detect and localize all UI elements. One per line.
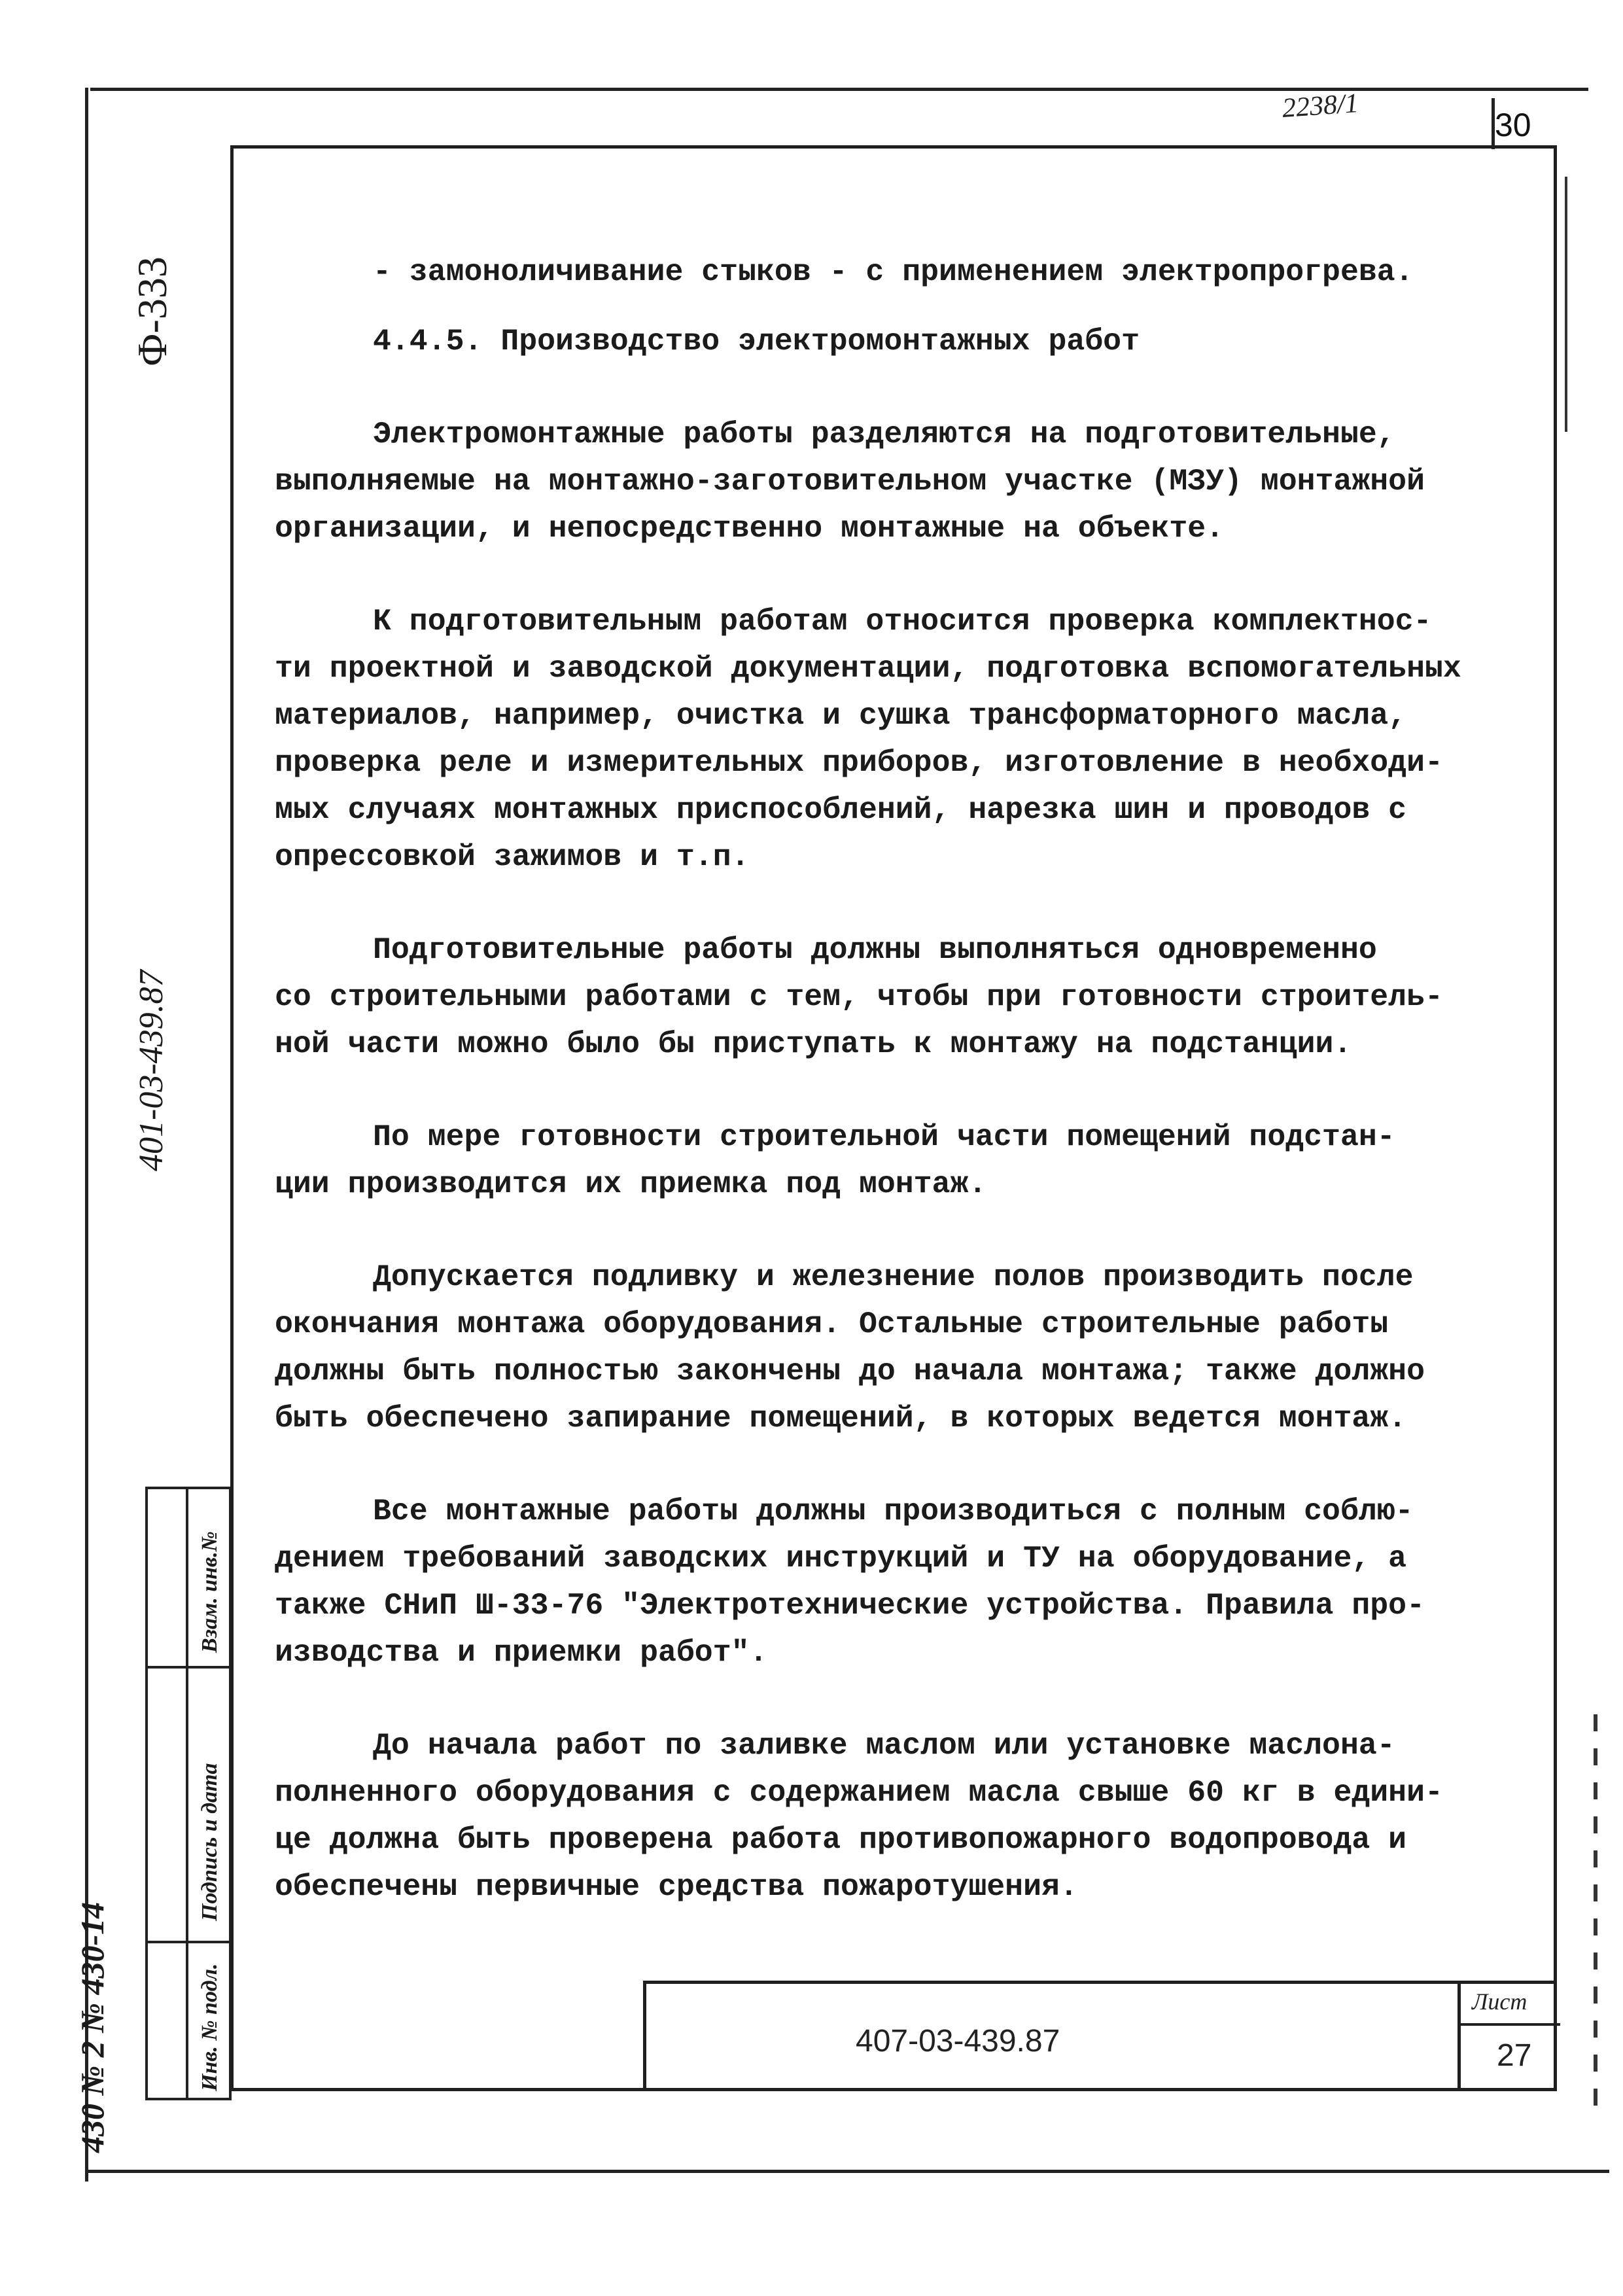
body-line: со строительными работами с тем, чтобы при готовности строитель- [275,980,1443,1014]
paragraph [275,1488,1518,1676]
title-block-divider [1457,1984,1461,2091]
stamp-row-divider [148,1941,229,1943]
body-line: организации, и непосредственно монтажные на объекте. [275,511,1225,546]
body-line: Допускается подливку и железнение полов производить после [373,1260,1414,1294]
right-edge-rule [1565,177,1567,432]
body-line: выполняемые на монтажно-заготовительном участке (МЗУ) монтажной [275,464,1425,499]
margin-document-number: 401-03-439.87 [133,970,170,1171]
body-line: Электромонтажные работы разделяются на подготовительные, [373,417,1395,451]
paragraph [275,598,1518,881]
outer-frame-top [90,88,1588,91]
body-line: окончания монтажа оборудования. Остальные строительные работы [275,1307,1389,1341]
body-line: обеспечены первичные средства пожаротушения. [275,1869,1078,1904]
body-line: должны быть полностью закончены до начала монтажа; также должно [275,1354,1425,1388]
outer-frame-bottom [85,2170,1609,2173]
body-line: Подготовительные работы должны выполняться одновременно [373,932,1377,967]
title-block [643,1981,1557,2091]
stamp-column-divider [186,1489,188,2098]
body-line: также СНиП Ш-33-76 "Электротехнические устройства. Правила про- [275,1588,1425,1623]
stamp-handwritten-inventory: 430 № 2 № 430-14 [74,1901,111,2153]
document-body [275,249,1518,1911]
margin-form-code: Ф-333 [129,256,175,366]
body-line: Все монтажные работы должны производиться с полным соблю- [373,1494,1414,1528]
outer-frame-left [85,88,88,2181]
body-line: проверка реле и измерительных приборов, изготовление в необходи- [275,745,1443,780]
handwritten-sheet-note: 2238/1 [1281,88,1360,124]
right-edge-dashes [1594,1714,1597,2107]
body-line: изводства и приемки работ". [275,1635,768,1670]
body-line: полненного оборудования с содержанием масла свыше 60 кг в едини- [275,1775,1443,1810]
stamp-signature-label: Подпись и дата [198,1763,222,1921]
paragraph [275,1114,1518,1208]
stamp-inventory-label: Инв. № подл. [198,1963,222,2091]
body-line: материалов, например, очистка и сушка трансформаторного масла, [275,698,1407,733]
body-line: це должна быть проверена работа противопожарного водопровода и [275,1822,1407,1857]
section-heading: 4.4.5. Производство электромонтажных работ [373,324,1140,359]
body-line: ции производится их приемка под монтаж. [275,1167,987,1201]
paragraph [275,1254,1518,1442]
sheet-page-number: 27 [1497,2038,1532,2073]
document-code: 407-03-439.87 [856,2024,1060,2058]
body-line: дением требований заводских инструкций и ТУ на оборудование, а [275,1541,1407,1576]
paragraph [275,411,1518,552]
body-line: К подготовительным работам относится проверка комплектнос- [373,604,1432,639]
stamp-row-divider [148,1666,229,1669]
body-line: быть обеспечено запирание помещений, в которых ведется монтаж. [275,1401,1407,1436]
paragraph [275,927,1518,1068]
body-line: ной части можно было бы приступать к монтажу на подстанции. [275,1027,1352,1061]
body-line: опрессовкой зажимов и т.п. [275,839,750,874]
body-line: мых случаях монтажных приспособлений, нарезка шин и проводов с [275,792,1407,827]
body-line: По мере готовности строительной части помещений подстан- [373,1120,1395,1154]
paragraph [275,1722,1518,1911]
body-line: ти проектной и заводской документации, подготовка вспомогательных [275,651,1461,686]
title-block-row-divider [1461,2023,1560,2026]
body-line: До начала работ по заливке маслом или установке маслона- [373,1728,1395,1763]
body-line: - замоноличивание стыков - с применением электропрогрева. [373,255,1414,289]
sheet-label: Лист [1472,1988,1527,2015]
stamp-replace-label: Взам. инв.№ [198,1531,222,1653]
approval-stamp-table [145,1487,232,2100]
sheet-number: 30 [1495,107,1531,143]
